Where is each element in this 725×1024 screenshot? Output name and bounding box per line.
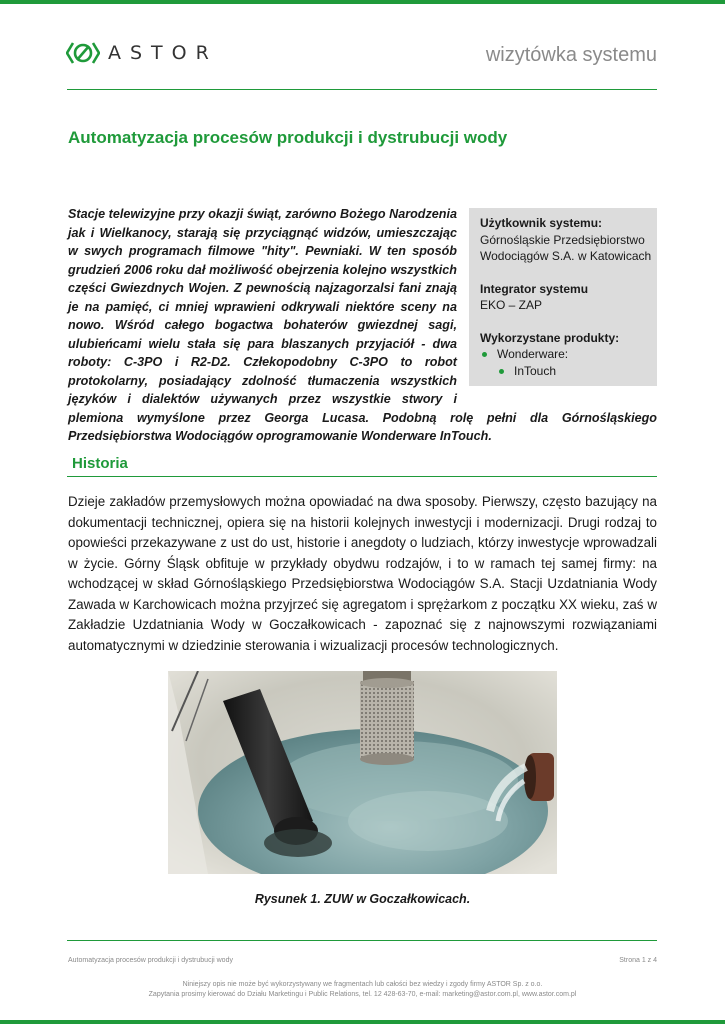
astor-logo — [66, 40, 218, 66]
footer-note-1: Niniejszy opis nie może być wykorzystywany we fragmentach lub całości bez wiedzy i zgody firmy ASTOR Sp. z o.o. — [182, 981, 543, 988]
footer-note-2: Zapytania prosimy kierować do Działu Marketingu i Public Relations, tel. 12 428-63-70, e-mail: marketing@astor.com.pl, www.astor.com.pl — [148, 991, 577, 998]
user-value: Górnośląskie Przedsiębiorstwo Wodociągów S.A. w Katowicach — [480, 232, 652, 263]
top-accent-bar — [0, 0, 725, 4]
astor-logo-icon — [66, 40, 100, 66]
page-title: Automatyzacja procesów produkcji i dystrubucji wody — [68, 128, 508, 147]
system-info-box — [469, 208, 657, 386]
water-tank-photo — [168, 671, 557, 874]
section-heading-historia: Historia — [72, 455, 128, 472]
section-label: wizytówka systemu — [485, 44, 657, 66]
intro-block — [68, 205, 657, 446]
user-label: Użytkownik systemu: — [480, 216, 603, 230]
product-item: Wonderware: — [480, 346, 657, 363]
integrator-value: EKO – ZAP — [480, 298, 543, 312]
products-label: Wykorzystane produkty: — [480, 330, 620, 345]
figure-caption: Rysunek 1. ZUW w Goczałkowicach. — [254, 892, 471, 906]
header-divider — [67, 89, 657, 90]
bottom-accent-bar — [0, 1020, 725, 1024]
intro-text: Stacje telewizyjne przy okazji świąt, zarówno Bożego Narodzenia jak i Wielkanocy, starają się przyciągnąć widzów, umieszczając w swych programach filmowe "hity". Pewniaki. W ten sposób grudzień 2006 roku dał możliwość obejrzenia kolejno wszystkich części Gwiezdnych Wojen. Z pewnością najzagorzalsi fani znają je na pamięć, ci mniej wprawieni odkrywali niektóre sceny na nowo. Wśród całego bogactwa bohaterów gwiezdnej sagi, ulubieńcami wielu stała się para blaszanych przyjaciół - dwa roboty: C-3PO i R2-D2. Człekopodobny C-3PO to robot protokolarny, posiadający zdolność tłumaczenia wszystkich języków i dialektów używanych przez wszystkie stwory i plemiona wymyślone przez Georga Lucasa. Podobną rolę pełni dla Górnośląskiego Przedsiębiorstwa Wodociągów oprogramowanie Wonderware InTouch. — [68, 207, 657, 443]
body-paragraph: Dzieje zakładów przemysłowych można opowiadać na dwa sposoby. Pierwszy, często bazujący na dokumentacji technicznej, opiera się na historii kolejnych inwestycji i modernizacji. Drugi rodzaj to opowieści przekazywane z ust do ust, historie i anegdoty o ludziach, którzy inwestycje wprowadzali w życie. Górny Śląsk obfituje w przykłady obydwu rodzajów, i to w ramach tej samej firmy: na wchodzącej w skład Górnośląskiego Przedsiębiorstwa Wodociągów S.A. Stacji Uzdatniania Wody Zawada w Karchowicach można przyjrzeć się agregatom i sprężarkom z początku XX wieku, zaś w Zakładzie Uzdatniania Wody w Goczałkowicach - zapoznać się z najnowszymi rozwiązaniami automatycznymi w dziedzinie sterowania i wizualizacji procesów technologicznych. — [68, 494, 657, 653]
integrator-label: Integrator systemu — [480, 281, 589, 296]
section-divider — [67, 476, 657, 477]
products-list — [480, 346, 657, 379]
sub-product-item: InTouch — [480, 363, 657, 380]
footer-page-number: Strona 1 z 4 — [619, 957, 657, 964]
brand-name: ASTOR — [108, 42, 218, 64]
footer-doc-title: Automatyzacja procesów produkcji i dystrubucji wody — [68, 957, 233, 964]
footer-divider — [67, 940, 657, 941]
